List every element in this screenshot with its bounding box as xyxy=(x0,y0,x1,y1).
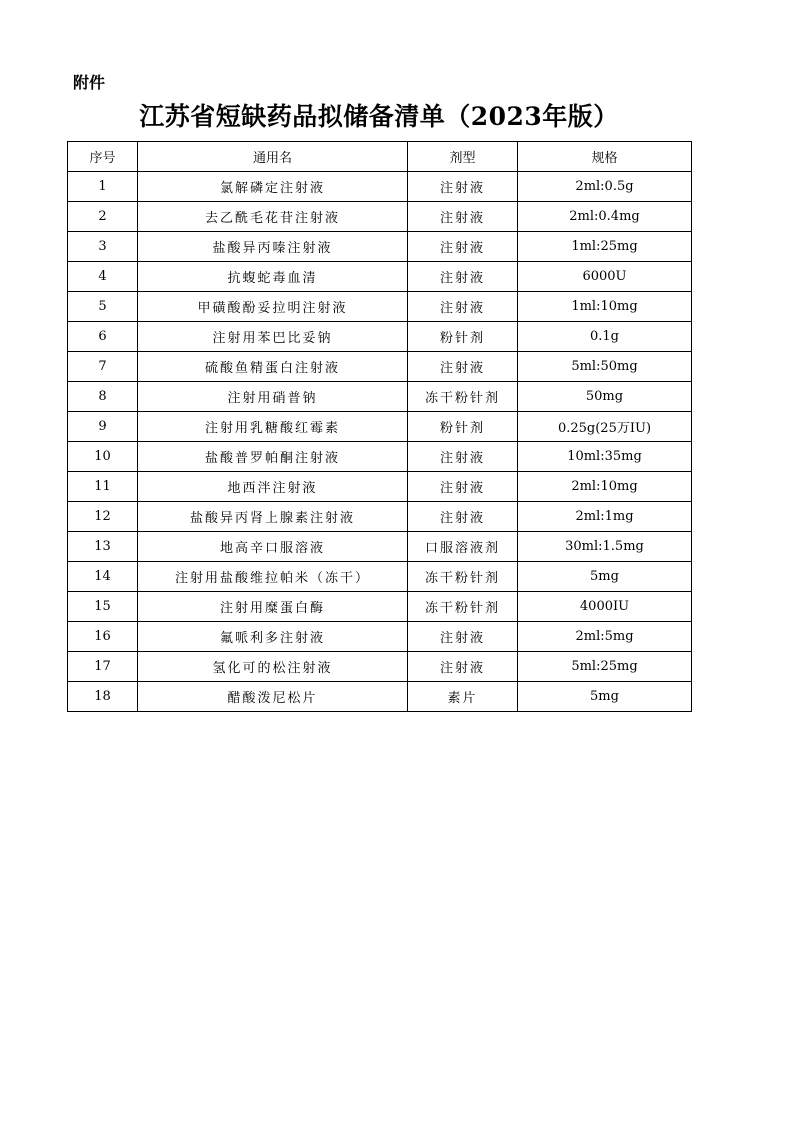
serial-number-cell: 11 xyxy=(68,472,138,502)
generic-name-cell: 注射用盐酸维拉帕米（冻干） xyxy=(138,562,408,592)
specification-cell: 50mg xyxy=(518,382,692,412)
dosage-form-cell: 注射液 xyxy=(408,202,518,232)
dosage-form-cell: 粉针剂 xyxy=(408,412,518,442)
generic-name-cell: 注射用硝普钠 xyxy=(138,382,408,412)
generic-name-cell: 盐酸普罗帕酮注射液 xyxy=(138,442,408,472)
attachment-label: 附件 xyxy=(73,73,106,92)
table-row xyxy=(68,172,692,202)
table-row xyxy=(68,352,692,382)
table-row xyxy=(68,502,692,532)
serial-number-cell: 5 xyxy=(68,292,138,322)
specification-cell: 2ml:10mg xyxy=(518,472,692,502)
specification-cell: 5ml:25mg xyxy=(518,652,692,682)
specification-cell: 0.1g xyxy=(518,322,692,352)
serial-number-cell: 13 xyxy=(68,532,138,562)
specification-cell: 1ml:10mg xyxy=(518,292,692,322)
specification-cell: 2ml:5mg xyxy=(518,622,692,652)
table-body xyxy=(68,172,692,712)
serial-number-cell: 8 xyxy=(68,382,138,412)
drug-reserve-table xyxy=(67,141,692,712)
serial-number-cell: 4 xyxy=(68,262,138,292)
specification-cell: 30ml:1.5mg xyxy=(518,532,692,562)
header-dosage-form: 剂型 xyxy=(408,142,518,172)
generic-name-cell: 氢化可的松注射液 xyxy=(138,652,408,682)
specification-cell: 0.25g(25万IU) xyxy=(518,412,692,442)
table-row xyxy=(68,592,692,622)
generic-name-cell: 盐酸异丙嗪注射液 xyxy=(138,232,408,262)
table-row xyxy=(68,442,692,472)
table-row xyxy=(68,682,692,712)
dosage-form-cell: 注射液 xyxy=(408,262,518,292)
specification-cell: 5mg xyxy=(518,562,692,592)
specification-cell: 4000IU xyxy=(518,592,692,622)
generic-name-cell: 地西泮注射液 xyxy=(138,472,408,502)
serial-number-cell: 14 xyxy=(68,562,138,592)
dosage-form-cell: 注射液 xyxy=(408,652,518,682)
generic-name-cell: 氯解磷定注射液 xyxy=(138,172,408,202)
dosage-form-cell: 注射液 xyxy=(408,172,518,202)
dosage-form-cell: 注射液 xyxy=(408,442,518,472)
table-row xyxy=(68,412,692,442)
generic-name-cell: 注射用糜蛋白酶 xyxy=(138,592,408,622)
generic-name-cell: 去乙酰毛花苷注射液 xyxy=(138,202,408,232)
specification-cell: 2ml:0.5g xyxy=(518,172,692,202)
dosage-form-cell: 注射液 xyxy=(408,232,518,262)
serial-number-cell: 15 xyxy=(68,592,138,622)
dosage-form-cell: 注射液 xyxy=(408,472,518,502)
dosage-form-cell: 注射液 xyxy=(408,622,518,652)
generic-name-cell: 硫酸鱼精蛋白注射液 xyxy=(138,352,408,382)
serial-number-cell: 9 xyxy=(68,412,138,442)
serial-number-cell: 7 xyxy=(68,352,138,382)
generic-name-cell: 注射用苯巴比妥钠 xyxy=(138,322,408,352)
table-row xyxy=(68,652,692,682)
specification-cell: 2ml:1mg xyxy=(518,502,692,532)
serial-number-cell: 10 xyxy=(68,442,138,472)
serial-number-cell: 6 xyxy=(68,322,138,352)
table-row xyxy=(68,262,692,292)
serial-number-cell: 17 xyxy=(68,652,138,682)
header-serial-number: 序号 xyxy=(68,142,138,172)
generic-name-cell: 甲磺酸酚妥拉明注射液 xyxy=(138,292,408,322)
specification-cell: 5mg xyxy=(518,682,692,712)
table-header-row xyxy=(68,142,692,172)
table-row xyxy=(68,322,692,352)
dosage-form-cell: 注射液 xyxy=(408,502,518,532)
specification-cell: 10ml:35mg xyxy=(518,442,692,472)
dosage-form-cell: 素片 xyxy=(408,682,518,712)
generic-name-cell: 抗蝮蛇毒血清 xyxy=(138,262,408,292)
table-row xyxy=(68,562,692,592)
generic-name-cell: 盐酸异丙肾上腺素注射液 xyxy=(138,502,408,532)
dosage-form-cell: 冻干粉针剂 xyxy=(408,592,518,622)
specification-cell: 2ml:0.4mg xyxy=(518,202,692,232)
generic-name-cell: 氟哌利多注射液 xyxy=(138,622,408,652)
specification-cell: 1ml:25mg xyxy=(518,232,692,262)
table-row xyxy=(68,382,692,412)
dosage-form-cell: 注射液 xyxy=(408,292,518,322)
serial-number-cell: 12 xyxy=(68,502,138,532)
table-row xyxy=(68,622,692,652)
serial-number-cell: 18 xyxy=(68,682,138,712)
dosage-form-cell: 粉针剂 xyxy=(408,322,518,352)
serial-number-cell: 16 xyxy=(68,622,138,652)
dosage-form-cell: 冻干粉针剂 xyxy=(408,382,518,412)
document-title: 江苏省短缺药品拟储备清单（2023年版） xyxy=(139,102,619,131)
header-generic-name: 通用名 xyxy=(138,142,408,172)
specification-cell: 5ml:50mg xyxy=(518,352,692,382)
generic-name-cell: 注射用乳糖酸红霉素 xyxy=(138,412,408,442)
header-specification: 规格 xyxy=(518,142,692,172)
serial-number-cell: 3 xyxy=(68,232,138,262)
generic-name-cell: 地高辛口服溶液 xyxy=(138,532,408,562)
serial-number-cell: 2 xyxy=(68,202,138,232)
dosage-form-cell: 口服溶液剂 xyxy=(408,532,518,562)
table-row xyxy=(68,472,692,502)
table-row xyxy=(68,232,692,262)
dosage-form-cell: 冻干粉针剂 xyxy=(408,562,518,592)
specification-cell: 6000U xyxy=(518,262,692,292)
table-row xyxy=(68,532,692,562)
table-row xyxy=(68,292,692,322)
table-row xyxy=(68,202,692,232)
dosage-form-cell: 注射液 xyxy=(408,352,518,382)
serial-number-cell: 1 xyxy=(68,172,138,202)
generic-name-cell: 醋酸泼尼松片 xyxy=(138,682,408,712)
